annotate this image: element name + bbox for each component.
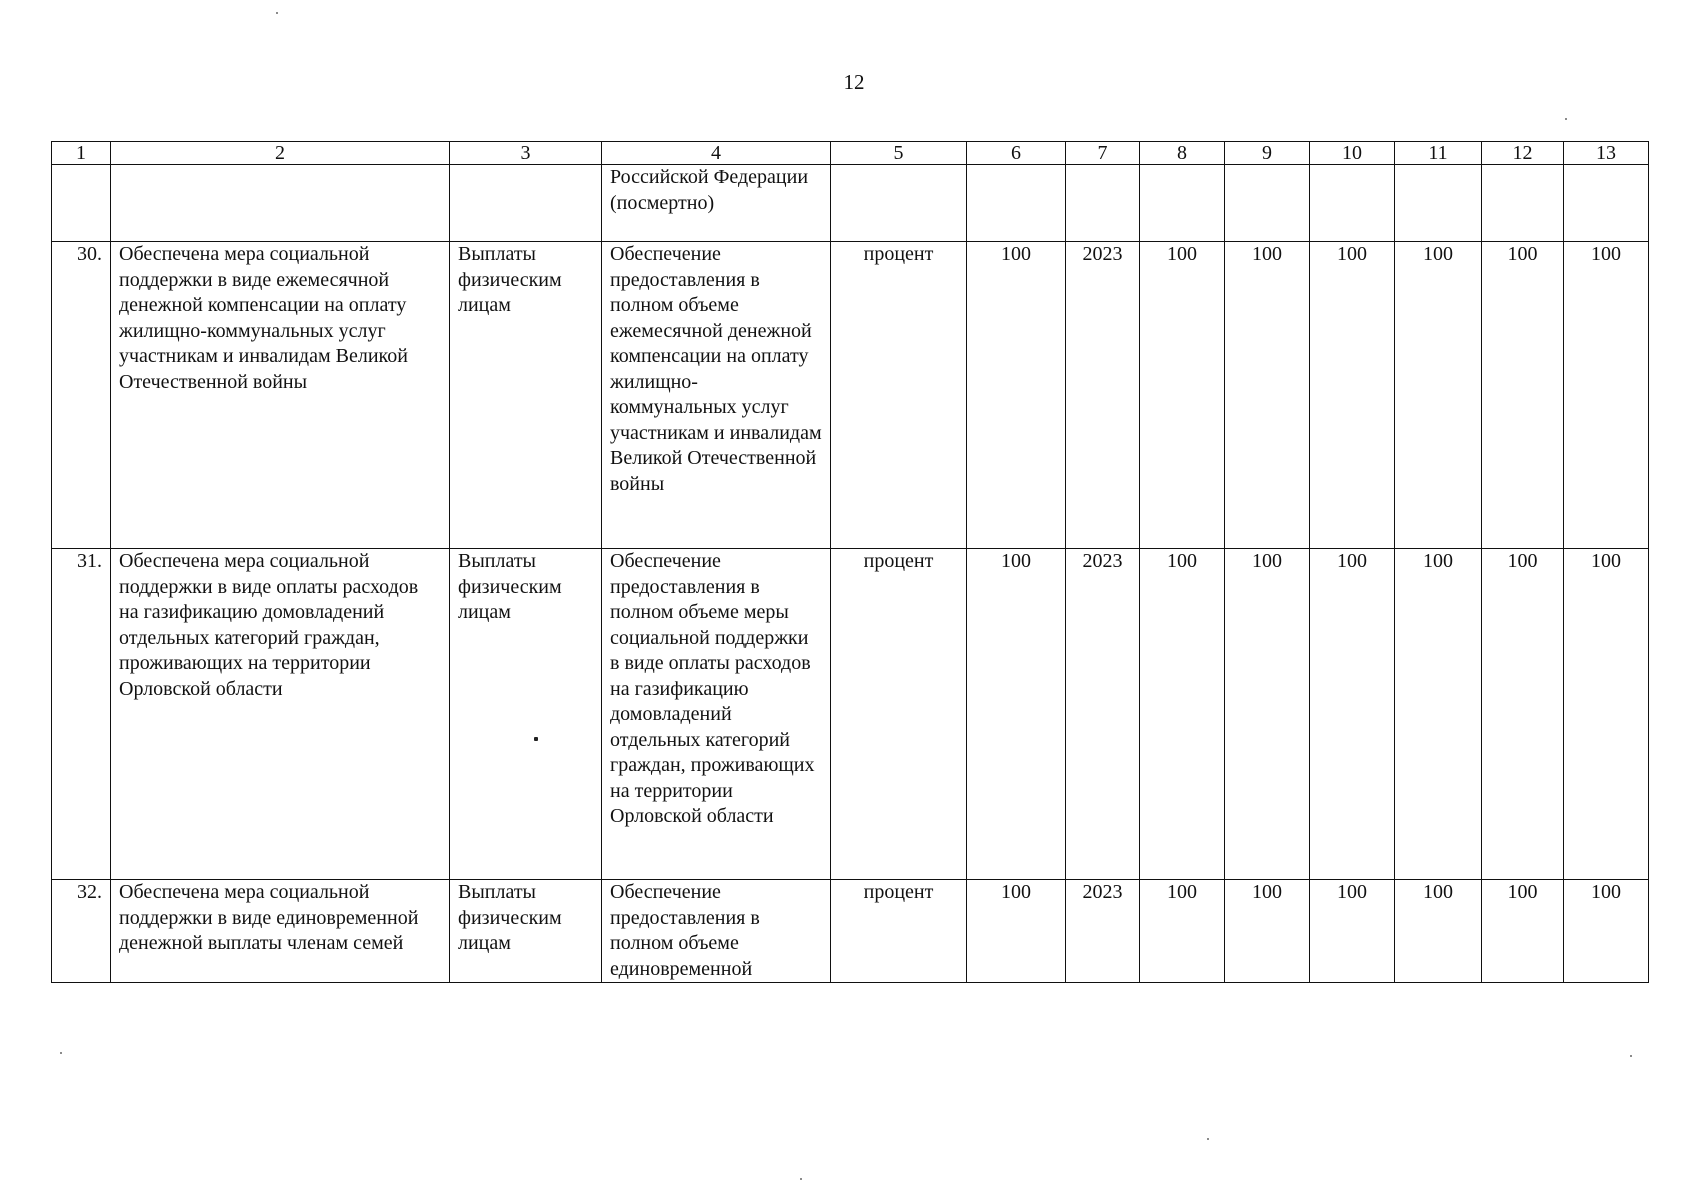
result-type: Выплаты физическим лицам — [450, 549, 602, 880]
indicators-table — [51, 141, 1649, 983]
value-cell: 100 — [1395, 880, 1482, 983]
value-cell — [1225, 165, 1310, 242]
unit: процент — [831, 242, 967, 549]
value-cell: 100 — [1310, 880, 1395, 983]
scan-speck — [276, 12, 278, 14]
value-cell: 100 — [1140, 880, 1225, 983]
value-cell: 100 — [1310, 242, 1395, 549]
value-cell: 100 — [1310, 549, 1395, 880]
column-header: 4 — [602, 142, 831, 165]
value-cell: 100 — [1395, 242, 1482, 549]
result-description: Обеспечение предоставления в полном объеме ежемесячной денежной компенсации на оплату жилищно-коммунальных услуг участникам и инвалидам Великой Отечественной войны — [602, 242, 831, 549]
value-cell: 100 — [1225, 880, 1310, 983]
table-row — [52, 880, 1649, 983]
column-header: 1 — [52, 142, 111, 165]
result-type: Выплаты физическим лицам — [450, 880, 602, 983]
row-number: 30. — [52, 242, 111, 549]
value-cell — [1140, 165, 1225, 242]
scan-speck — [800, 1178, 802, 1180]
value-cell — [1066, 165, 1140, 242]
table-row — [52, 165, 1649, 242]
column-header: 8 — [1140, 142, 1225, 165]
row-number — [52, 165, 111, 242]
unit: процент — [831, 880, 967, 983]
column-header: 3 — [450, 142, 602, 165]
value-cell — [1395, 165, 1482, 242]
page-number: 12 — [843, 70, 865, 94]
value-cell: 100 — [1482, 242, 1564, 549]
value-cell: 2023 — [1066, 880, 1140, 983]
value-cell: 2023 — [1066, 549, 1140, 880]
result-name: Обеспечена мера социальной поддержки в виде оплаты расходов на газификацию домовладений отдельных категорий граждан, проживающих на территории Орловской области — [111, 549, 450, 880]
value-cell: 100 — [1482, 880, 1564, 983]
table-row — [52, 549, 1649, 880]
value-cell: 100 — [1140, 549, 1225, 880]
value-cell — [1482, 165, 1564, 242]
column-header: 11 — [1395, 142, 1482, 165]
value-cell: 100 — [967, 549, 1066, 880]
value-cell: 100 — [1482, 549, 1564, 880]
value-cell — [967, 165, 1066, 242]
column-header: 10 — [1310, 142, 1395, 165]
scan-speck — [1207, 1138, 1209, 1140]
scan-speck — [534, 737, 538, 741]
value-cell: 100 — [1225, 549, 1310, 880]
value-cell: 100 — [1140, 242, 1225, 549]
value-cell — [1310, 165, 1395, 242]
column-header: 13 — [1564, 142, 1649, 165]
unit — [831, 165, 967, 242]
result-description: Обеспечение предоставления в полном объеме меры социальной поддержки в виде оплаты расходов на газификацию домовладений отдельных категорий граждан, проживающих на территории Орловской области — [602, 549, 831, 880]
result-type: Выплаты физическим лицам — [450, 242, 602, 549]
column-header: 12 — [1482, 142, 1564, 165]
value-cell: 100 — [1225, 242, 1310, 549]
column-header: 7 — [1066, 142, 1140, 165]
scan-speck — [1565, 118, 1567, 120]
result-description: Российской Федерации (посмертно) — [602, 165, 831, 242]
table-row — [52, 242, 1649, 549]
result-type — [450, 165, 602, 242]
value-cell — [1564, 165, 1649, 242]
row-number: 31. — [52, 549, 111, 880]
value-cell: 100 — [1564, 242, 1649, 549]
scan-speck — [1630, 1055, 1632, 1057]
value-cell: 100 — [1395, 549, 1482, 880]
value-cell: 100 — [1564, 549, 1649, 880]
value-cell: 100 — [967, 242, 1066, 549]
result-name — [111, 165, 450, 242]
unit: процент — [831, 549, 967, 880]
column-header: 6 — [967, 142, 1066, 165]
result-description: Обеспечение предоставления в полном объеме единовременной — [602, 880, 831, 983]
row-number: 32. — [52, 880, 111, 983]
column-header: 5 — [831, 142, 967, 165]
column-header: 9 — [1225, 142, 1310, 165]
column-header: 2 — [111, 142, 450, 165]
scan-speck — [60, 1052, 62, 1054]
value-cell: 100 — [967, 880, 1066, 983]
result-name: Обеспечена мера социальной поддержки в виде ежемесячной денежной компенсации на оплату жилищно-коммунальных услуг участникам и инвалидам Великой Отечественной войны — [111, 242, 450, 549]
column-number-header-row — [52, 142, 1649, 165]
value-cell: 100 — [1564, 880, 1649, 983]
result-name: Обеспечена мера социальной поддержки в виде единовременной денежной выплаты членам семей — [111, 880, 450, 983]
value-cell: 2023 — [1066, 242, 1140, 549]
